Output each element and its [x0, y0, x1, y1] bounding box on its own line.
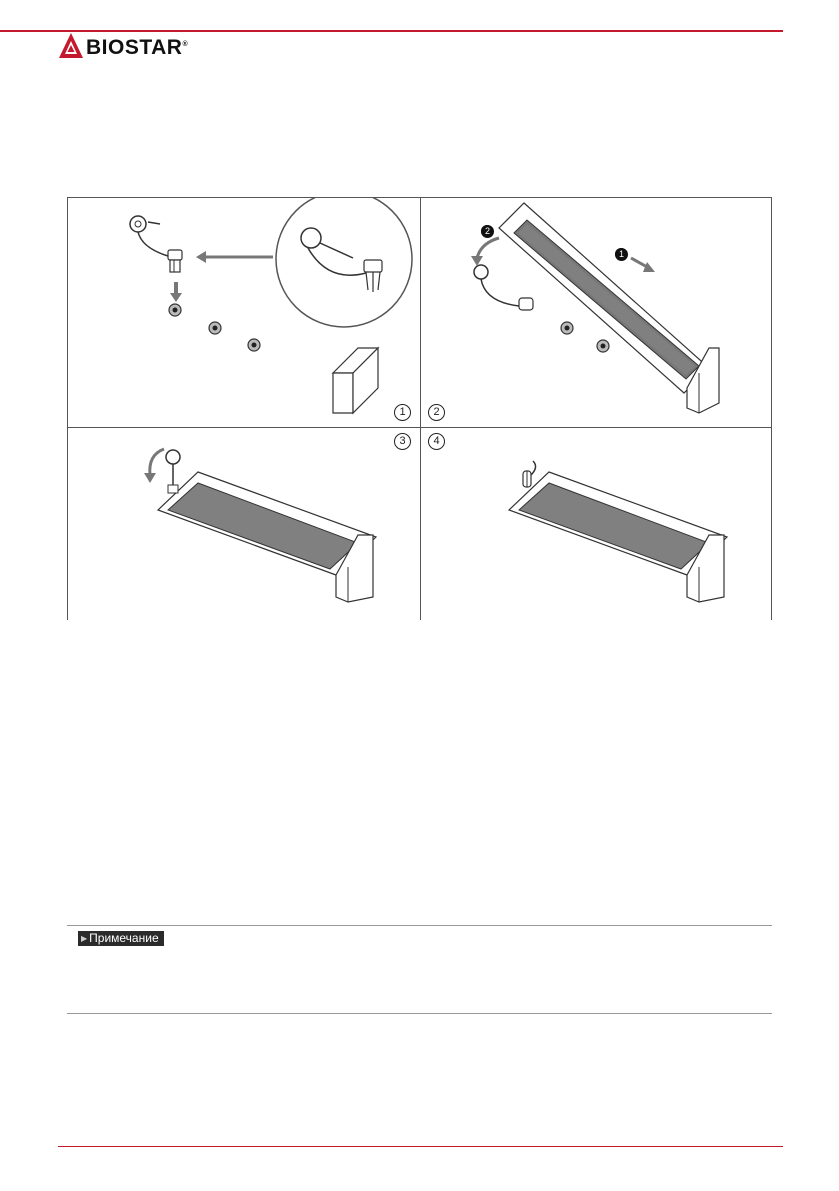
footer-rule — [58, 1146, 783, 1147]
biostar-logo — [58, 32, 208, 62]
step-2-panel — [419, 197, 772, 428]
step-number-3: 3 — [394, 433, 411, 450]
note-arrow-icon: ▶ — [81, 934, 88, 943]
step-number-4: 4 — [428, 433, 445, 450]
note-label: ▶ Примечание — [78, 931, 164, 946]
note-rule-top — [67, 925, 772, 926]
step-3-panel — [67, 427, 421, 620]
m2-installation-figure — [67, 197, 772, 620]
callout-1: 1 — [615, 248, 628, 261]
note-rule-bottom — [67, 1013, 772, 1014]
step-2-illustration — [419, 198, 771, 427]
brand-name: BIOSTAR® — [86, 36, 189, 59]
step-1-illustration — [68, 198, 420, 427]
step-3-illustration — [68, 427, 420, 620]
step-number-2: 2 — [428, 404, 445, 421]
step-4-illustration — [419, 427, 771, 620]
callout-2: 2 — [481, 225, 494, 238]
biostar-logo-icon — [58, 32, 84, 60]
step-4-panel — [419, 427, 772, 620]
step-number-1: 1 — [394, 404, 411, 421]
step-1-panel — [67, 197, 421, 428]
